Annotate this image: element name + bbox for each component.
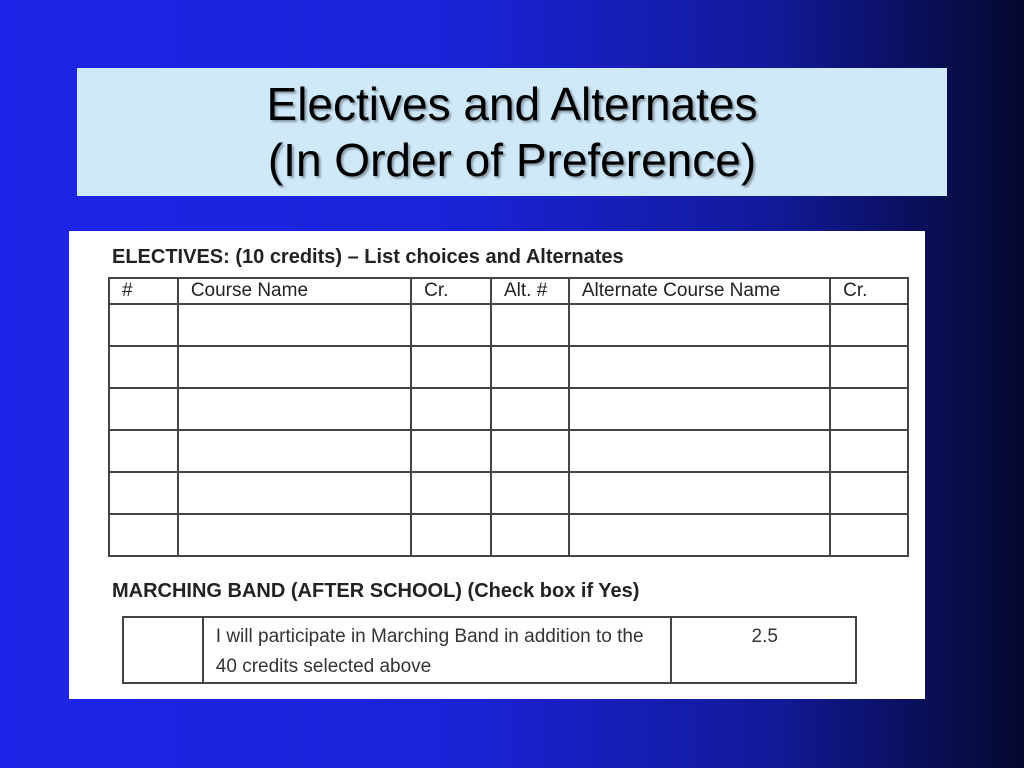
table-cell	[569, 430, 830, 472]
table-cell	[491, 304, 569, 346]
table-cell	[178, 304, 411, 346]
table-cell	[178, 514, 411, 556]
marching-band-heading: MARCHING BAND (AFTER SCHOOL) (Check box if Yes)	[112, 580, 640, 602]
table-cell	[491, 430, 569, 472]
table-cell	[178, 472, 411, 514]
table-cell	[830, 514, 908, 556]
table-cell	[491, 514, 569, 556]
table-row	[109, 472, 908, 514]
table-cell	[830, 388, 908, 430]
table-cell	[491, 472, 569, 514]
column-header-alt-number: Alt. #	[491, 278, 569, 304]
table-cell	[830, 472, 908, 514]
column-header-alt-credits: Cr.	[830, 278, 908, 304]
table-cell	[830, 304, 908, 346]
table-cell	[109, 346, 178, 388]
table-row	[109, 430, 908, 472]
slide-title-box	[77, 68, 947, 196]
table-cell	[411, 514, 491, 556]
column-header-alternate-course-name: Alternate Course Name	[569, 278, 830, 304]
table-cell	[109, 430, 178, 472]
table-cell	[109, 514, 178, 556]
table-cell	[569, 514, 830, 556]
table-row	[109, 304, 908, 346]
table-cell	[411, 346, 491, 388]
table-cell	[491, 346, 569, 388]
slide-title-line-1: Electives and Alternates	[266, 78, 758, 130]
table-cell	[411, 388, 491, 430]
table-row	[109, 514, 908, 556]
table-cell	[411, 430, 491, 472]
electives-heading: ELECTIVES: (10 credits) – List choices and Alternates	[112, 246, 624, 268]
table-cell	[830, 430, 908, 472]
table-cell	[569, 472, 830, 514]
column-header-credits: Cr.	[411, 278, 491, 304]
table-cell	[569, 304, 830, 346]
marching-band-row	[123, 617, 856, 683]
table-cell	[178, 388, 411, 430]
table-cell	[178, 346, 411, 388]
column-header-course-name: Course Name	[178, 278, 411, 304]
table-cell	[830, 346, 908, 388]
electives-table	[108, 277, 909, 557]
table-cell	[411, 304, 491, 346]
table-header-row	[109, 278, 908, 304]
table-cell	[178, 430, 411, 472]
marching-band-statement: I will participate in Marching Band in addition to the 40 credits selected above	[203, 617, 672, 683]
form-sheet-image	[69, 231, 925, 699]
table-cell	[569, 346, 830, 388]
table-cell	[109, 304, 178, 346]
table-cell	[411, 472, 491, 514]
marching-band-credits: 2.5	[671, 617, 856, 683]
table-row	[109, 346, 908, 388]
slide-title-line-2: (In Order of Preference)	[267, 134, 757, 186]
table-cell	[109, 388, 178, 430]
table-cell	[109, 472, 178, 514]
marching-band-checkbox-cell	[123, 617, 203, 683]
marching-band-table	[122, 616, 857, 684]
table-cell	[569, 388, 830, 430]
table-cell	[491, 388, 569, 430]
table-row	[109, 388, 908, 430]
column-header-number: #	[109, 278, 178, 304]
